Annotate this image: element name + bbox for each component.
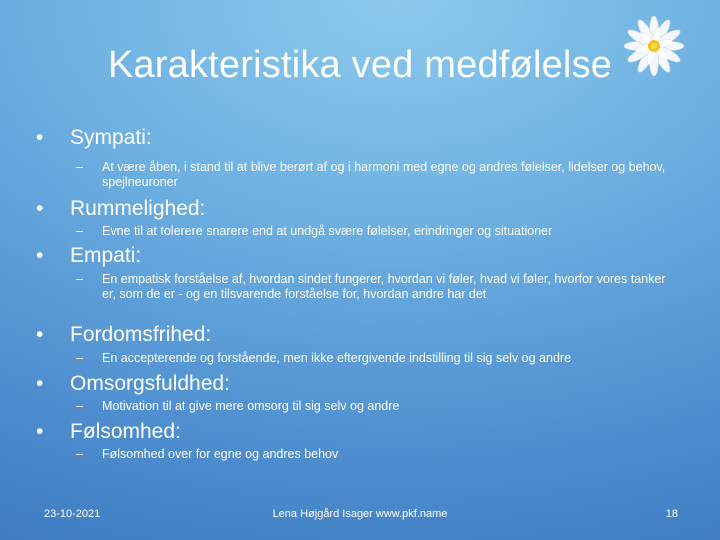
sub-dash: – bbox=[76, 447, 83, 461]
page-number: 18 bbox=[665, 508, 678, 520]
bullet-heading: Omsorgsfuldhed: bbox=[70, 372, 230, 395]
bullet-dot: • bbox=[36, 197, 44, 220]
sub-empati bbox=[76, 272, 676, 302]
bullet-dot: • bbox=[36, 126, 44, 149]
bullet-sympati bbox=[36, 126, 152, 150]
bullet-empati bbox=[36, 244, 141, 268]
bullet-dot: • bbox=[36, 420, 44, 443]
slide-title: Karakteristika ved medfølelse bbox=[107, 44, 613, 86]
sub-rummelighed bbox=[76, 224, 676, 239]
sub-dash: – bbox=[76, 160, 83, 174]
bullet-rummelighed bbox=[36, 197, 205, 221]
bullet-dot: • bbox=[36, 372, 44, 395]
footer-author: Lena Højgård Isager www.pkf.name bbox=[272, 508, 448, 520]
bullet-dot: • bbox=[36, 244, 44, 267]
sub-dash: – bbox=[76, 399, 83, 413]
bullet-dot: • bbox=[36, 323, 44, 346]
sub-omsorgsfuldhed bbox=[76, 399, 676, 414]
sub-dash: – bbox=[76, 272, 83, 286]
bullet-heading: Rummelighed: bbox=[70, 197, 206, 220]
sub-text: At være åben, i stand til at blive berørt af og i harmoni med egne og andres følelser, lidelser og behov, spejlneuroner bbox=[102, 160, 666, 189]
bullet-fordomsfrihed bbox=[36, 323, 211, 347]
bullet-heading: Empati: bbox=[70, 244, 142, 267]
bullet-omsorgsfuldhed bbox=[36, 372, 230, 396]
bullet-foelsomhed bbox=[36, 420, 181, 444]
sub-text: En accepterende og forstående, men ikke eftergivende indstilling til sig selv og andre bbox=[102, 351, 572, 365]
bullet-heading: Følsomhed: bbox=[70, 420, 181, 443]
bullet-heading: Fordomsfrihed: bbox=[70, 323, 212, 346]
sub-text: Evne til at tolerere snarere end at undgå svære følelser, erindringer og situationer bbox=[102, 224, 553, 238]
sub-dash: – bbox=[76, 351, 83, 365]
sub-text: En empatisk forståelse af, hvordan sindet fungerer, hvordan vi føler, hvad vi føler, hvorfor vores tanker er, som de er - og en tilsvarende forståelse for, hvordan andre har det bbox=[102, 272, 666, 301]
lotus-flower-icon bbox=[618, 16, 690, 76]
bullet-heading: Sympati: bbox=[70, 126, 152, 149]
sub-dash: – bbox=[76, 224, 83, 238]
sub-foelsomhed bbox=[76, 447, 676, 462]
sub-sympati bbox=[76, 160, 676, 190]
footer-date: 23-10-2021 bbox=[44, 508, 101, 520]
sub-fordomsfrihed bbox=[76, 351, 676, 366]
sub-text: Motivation til at give mere omsorg til sig selv og andre bbox=[102, 399, 400, 413]
sub-text: Følsomhed over for egne og andres behov bbox=[102, 447, 339, 461]
